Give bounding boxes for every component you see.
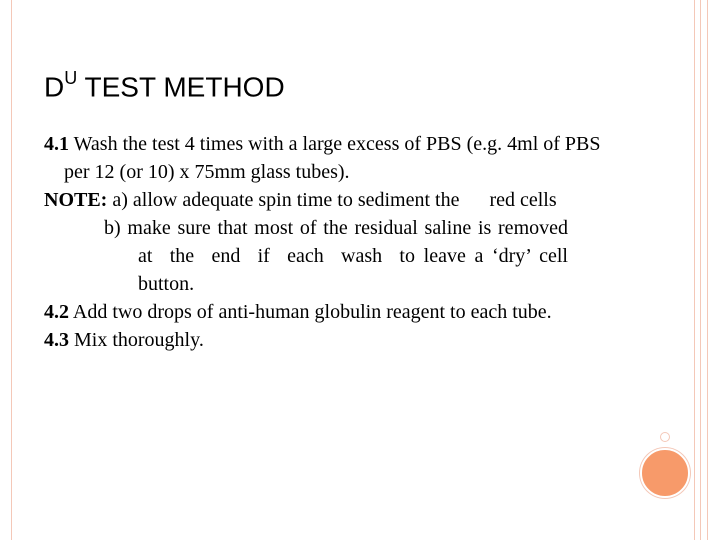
step-4-3 <box>44 326 614 354</box>
step-4-1 <box>44 130 614 186</box>
slide-title <box>44 70 285 103</box>
decorative-small-circle <box>660 432 670 442</box>
note-label: NOTE: <box>44 189 108 211</box>
title-prefix: D <box>44 71 65 103</box>
step-4-2 <box>44 298 614 326</box>
decorative-line <box>700 0 701 540</box>
step-number: 4.2 <box>44 301 69 323</box>
step-number: 4.1 <box>44 133 69 155</box>
note-b <box>44 214 578 298</box>
step-text: Add two drops of anti-human globulin reagent to each tube. <box>69 301 552 323</box>
note-a <box>44 186 614 214</box>
note-b-text: b) make sure that most of the residual saline is removed at the end if each wash to leave a ‘dry’ cell button. <box>104 217 578 295</box>
slide-body <box>44 130 614 354</box>
decorative-orange-circle <box>640 448 690 498</box>
step-number: 4.3 <box>44 329 69 351</box>
step-text: Mix thoroughly. <box>69 329 204 351</box>
note-a-text: a) allow adequate spin time to sediment the red cells <box>107 189 557 211</box>
step-text: Wash the test 4 times with a large excess of PBS (e.g. 4ml of PBS per 12 (or 10) x 75mm glass tubes). <box>64 133 601 183</box>
title-superscript: U <box>64 68 78 88</box>
decorative-line <box>694 0 695 540</box>
title-text: TEST METHOD <box>77 71 285 103</box>
